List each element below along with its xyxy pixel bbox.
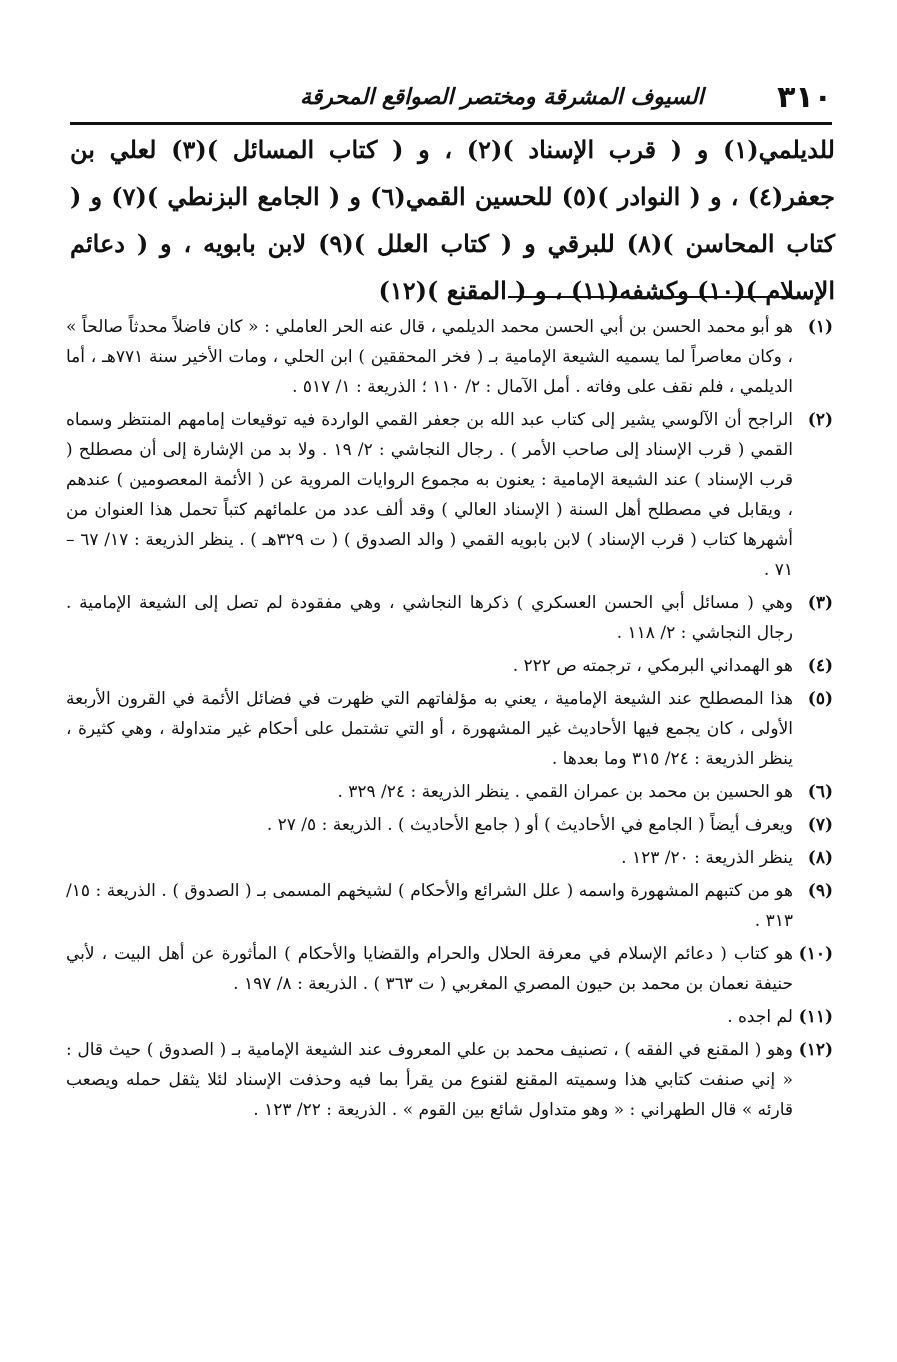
footnote-text: وهي ( مسائل أبي الحسن العسكري ) ذكرها النجاشي ، وهي مفقودة لم تصل إلى الشيعة الإمامية . رجال النجاشي : ٢/ ١١٨ . <box>66 593 793 643</box>
footnotes <box>66 312 833 1128</box>
footnote-text: هو الهمداني البرمكي ، ترجمته ص ٢٢٢ . <box>512 656 793 676</box>
footnote-number: (٢) <box>807 410 833 430</box>
footnote-text: هو كتاب ( دعائم الإسلام في معرفة الحلال والحرام والقضايا والأحكام ) المأثورة عن أهل البيت ، لأبي حنيفة نعمان بن محمد بن حيون المصري المغربي ( ت ٣٦٣ ) . الذريعة : ٨/ ١٩٧ . <box>66 944 793 994</box>
running-title: السيوف المشرقة ومختصر الصواقع المحرقة <box>300 84 704 110</box>
main-paragraph: للديلمي(١) و ( قرب الإسناد )(٢) ، و ( كتاب المسائل )(٣) لعلي بن جعفر(٤) ، و ( النوادر )(٥) للحسين القمي(٦) و ( الجامع البزنطي )(٧) و ( كتاب المحاسن )(٨) للبرقي و ( كتاب العلل )(٩) لابن بابويه ، و ( دعائم الإسلام )(١٠) وكشفه(١١) ، و ( المقنع )(١٢) <box>70 135 836 305</box>
footnote <box>66 405 833 585</box>
footnote <box>66 1002 833 1032</box>
footnote-number: (١٢) <box>798 1040 833 1060</box>
footnote-number: (١٠) <box>798 944 833 964</box>
footnote-number: (٥) <box>807 689 833 709</box>
footnote-number: (٦) <box>807 782 833 802</box>
footnote-text: لم اجده . <box>727 1007 793 1027</box>
footnote-number: (١) <box>807 317 833 337</box>
footnote-text: ينظر الذريعة : ٢٠/ ١٢٣ . <box>621 848 793 868</box>
footnote-number: (٣) <box>807 593 833 613</box>
footnote <box>66 1035 833 1125</box>
footnote <box>66 588 833 648</box>
footnote <box>66 777 833 807</box>
footnote-text: هو من كتبهم المشهورة واسمه ( علل الشرائع والأحكام ) لشيخهم المسمى بـ ( الصدوق ) . الذريعة : ١٥/ ٣١٣ . <box>66 881 793 931</box>
footnote-text: هو أبو محمد الحسن بن أبي الحسن محمد الديلمي ، قال عنه الحر العاملي : « كان فاضلاً محدثاً صالحاً » ، وكان معاصراً لما يسميه الشيعة الإمامية بـ ( فخر المحققين ) ابن الحلي ، ومات الأخير سنة ٧٧١هـ ، أما الديلمي ، فلم نقف على وفاته . أمل الآمال : ٢/ ١١٠ ؛ الذريعة : ١/ ٥١٧ . <box>66 317 794 397</box>
footnote <box>66 312 833 402</box>
footnote <box>66 810 833 840</box>
footnote-text: هو الحسين بن محمد بن عمران القمي . ينظر الذريعة : ٢٤/ ٣٢٩ . <box>337 782 793 802</box>
footnote <box>66 876 833 936</box>
footnote-text: وهو ( المقنع في الفقه ) ، تصنيف محمد بن علي المعروف عند الشيعة الإمامية بـ ( الصدوق ) حيث قال : « إني صنفت كتابي هذا وسميته المقنع لقنوع من يقرأ بما فيه وحذفت الإسناد لئلا يثقل حمله ويصعب قارئه » قال الطهراني : « وهو متداول شائع بين القوم » . الذريعة : ٢٢/ ١٢٣ . <box>66 1040 793 1120</box>
footnote <box>66 651 833 681</box>
footnote-number: (٧) <box>807 815 833 835</box>
footnote-separator <box>508 296 810 298</box>
footnote <box>66 843 833 873</box>
footnote-number: (٩) <box>807 881 833 901</box>
footnote-text: الراجح أن الآلوسي يشير إلى كتاب عبد الله بن جعفر القمي الواردة فيه توقيعات إمامهم المنتظر وسماه القمي ( قرب الإسناد إلى صاحب الأمر ) . رجال النجاشي : ٢/ ١٩ . ولا بد من الإشارة إلى أن مصطلح ( قرب الإسناد ) عند الشيعة الإمامية : يعنون به مجموع الروايات المروية عن ( الأئمة المعصومين ) عندهم ، ويقابل في مصطلح أهل السنة ( الإسناد العالي ) وقد ألف عدد من علمائهم كتباً تحمل هذا العنوان من أشهرها كتاب ( قرب الإسناد ) لابن بابويه القمي ( والد الصدوق ) ( ت ٣٢٩هـ ) . ينظر الذريعة : ١٧/ ٦٧ – ٧١ . <box>66 410 794 580</box>
footnote <box>66 684 833 774</box>
footnote-text: هذا المصطلح عند الشيعة الإمامية ، يعني به مؤلفاتهم التي ظهرت في فضائل الأئمة في القرون الأربعة الأولى ، كان يجمع فيها الأحاديث غير المشهورة ، أو التي تشتمل على أحكام غير متداولة ، وهي كثيرة ، ينظر الذريعة : ٢٤/ ٣١٥ وما بعدها . <box>66 689 793 769</box>
footnote <box>66 939 833 999</box>
footnote-number: (٤) <box>807 656 833 676</box>
footnote-text: ويعرف أيضاً ( الجامع في الأحاديث ) أو ( جامع الأحاديث ) . الذريعة : ٥/ ٢٧ . <box>266 815 793 835</box>
footnote-number: (٨) <box>807 848 833 868</box>
main-text <box>70 126 835 314</box>
page-header <box>70 78 832 125</box>
footnote-number: (١١) <box>798 1007 833 1027</box>
page-number: ٣١٠ <box>777 80 832 115</box>
